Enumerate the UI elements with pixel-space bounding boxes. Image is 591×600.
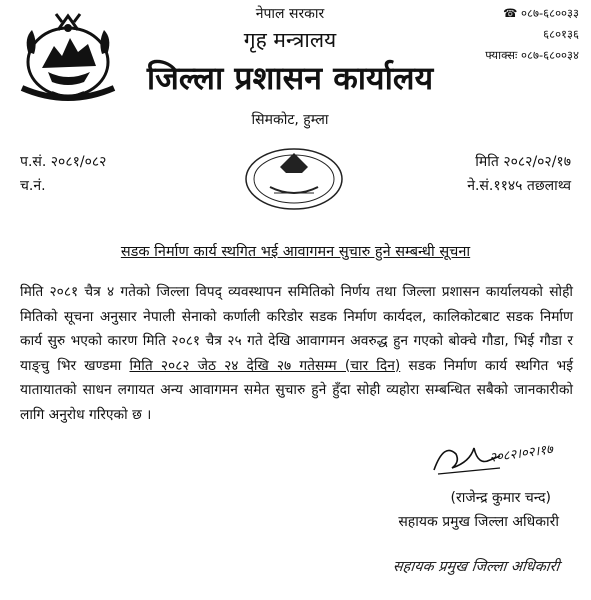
contact-phone2: ६८०१३६ (543, 27, 579, 41)
chalani-number: च.नं. (20, 178, 46, 194)
letter-date: मिति २०८२/०२/१७ (475, 154, 571, 170)
government-name: नेपाल सरकार (255, 6, 325, 22)
office-name: जिल्ला प्रशासन कार्यालय (146, 59, 434, 97)
designation-stamp: सहायक प्रमुख जिल्ला अधिकारी (391, 559, 560, 575)
notice-body-part1: मिति २०८१ चैत्र ४ गतेको जिल्ला विपद् व्यवस्थापन समितिको निर्णय तथा जिल्ला प्रशासन कार्यालयको सोही मितिको सूचना अनुसार नेपाली सेनाको कर्णाली करिडोर सडक निर्माण कार्यदल, कालिकोटबाट सडक निर्माण कार्य सुरु भएको कारण मिति २०८१ चैत्र २५ गते देखि आवागमन अवरुद्ध हुन गएको बोक्चे गौडा, भिई गौडा र याङ्चु भिर खण्डमा (20, 284, 573, 374)
handwritten-signature (430, 432, 560, 482)
ministry-name: गृह मन्त्रालय (243, 28, 337, 52)
signatory-name: (राजेन्द्र कुमार चन्द) (450, 490, 551, 506)
signatory-designation: सहायक प्रमुख जिल्ला अधिकारी (398, 514, 559, 530)
phone1-text: ०८७-६८००३३ (521, 6, 579, 20)
notice-body-highlight: मिति २०८२ जेठ २४ देखि २७ गतेसम्म (चार दिन) (129, 357, 401, 374)
phone-icon: ☎ (503, 6, 518, 20)
nepal-sambat-date: ने.सं.११४५ तछलाथ्व (467, 178, 571, 194)
notice-title (0, 241, 591, 261)
office-location: सिमकोट, हुम्ला (251, 112, 329, 128)
office-seal-icon (240, 143, 348, 213)
nepal-emblem-icon (12, 8, 124, 106)
signed-date: २०८२।०२।१७ (488, 442, 554, 466)
notice-body-part2: सडक निर्माण कार्य स्थगित भई यातायातको साधन लगायत अन्य आवागमन समेत सुचारु हुने हुँदा सोही व्यहोरा सम्बन्धित सबैको जानकारीको लागि अनुरोध गरिएको छ । (20, 357, 573, 423)
patra-sankhya: प.सं. २०८१/०८२ (20, 154, 107, 170)
notice-body (20, 280, 573, 427)
notice-title-text: सडक निर्माण कार्य स्थगित भई आवागमन सुचारु हुने सम्बन्धी सूचना (120, 244, 471, 260)
contact-phone1 (503, 6, 579, 21)
contact-fax: फ्याक्सः ०८७-६८००३४ (485, 48, 579, 62)
